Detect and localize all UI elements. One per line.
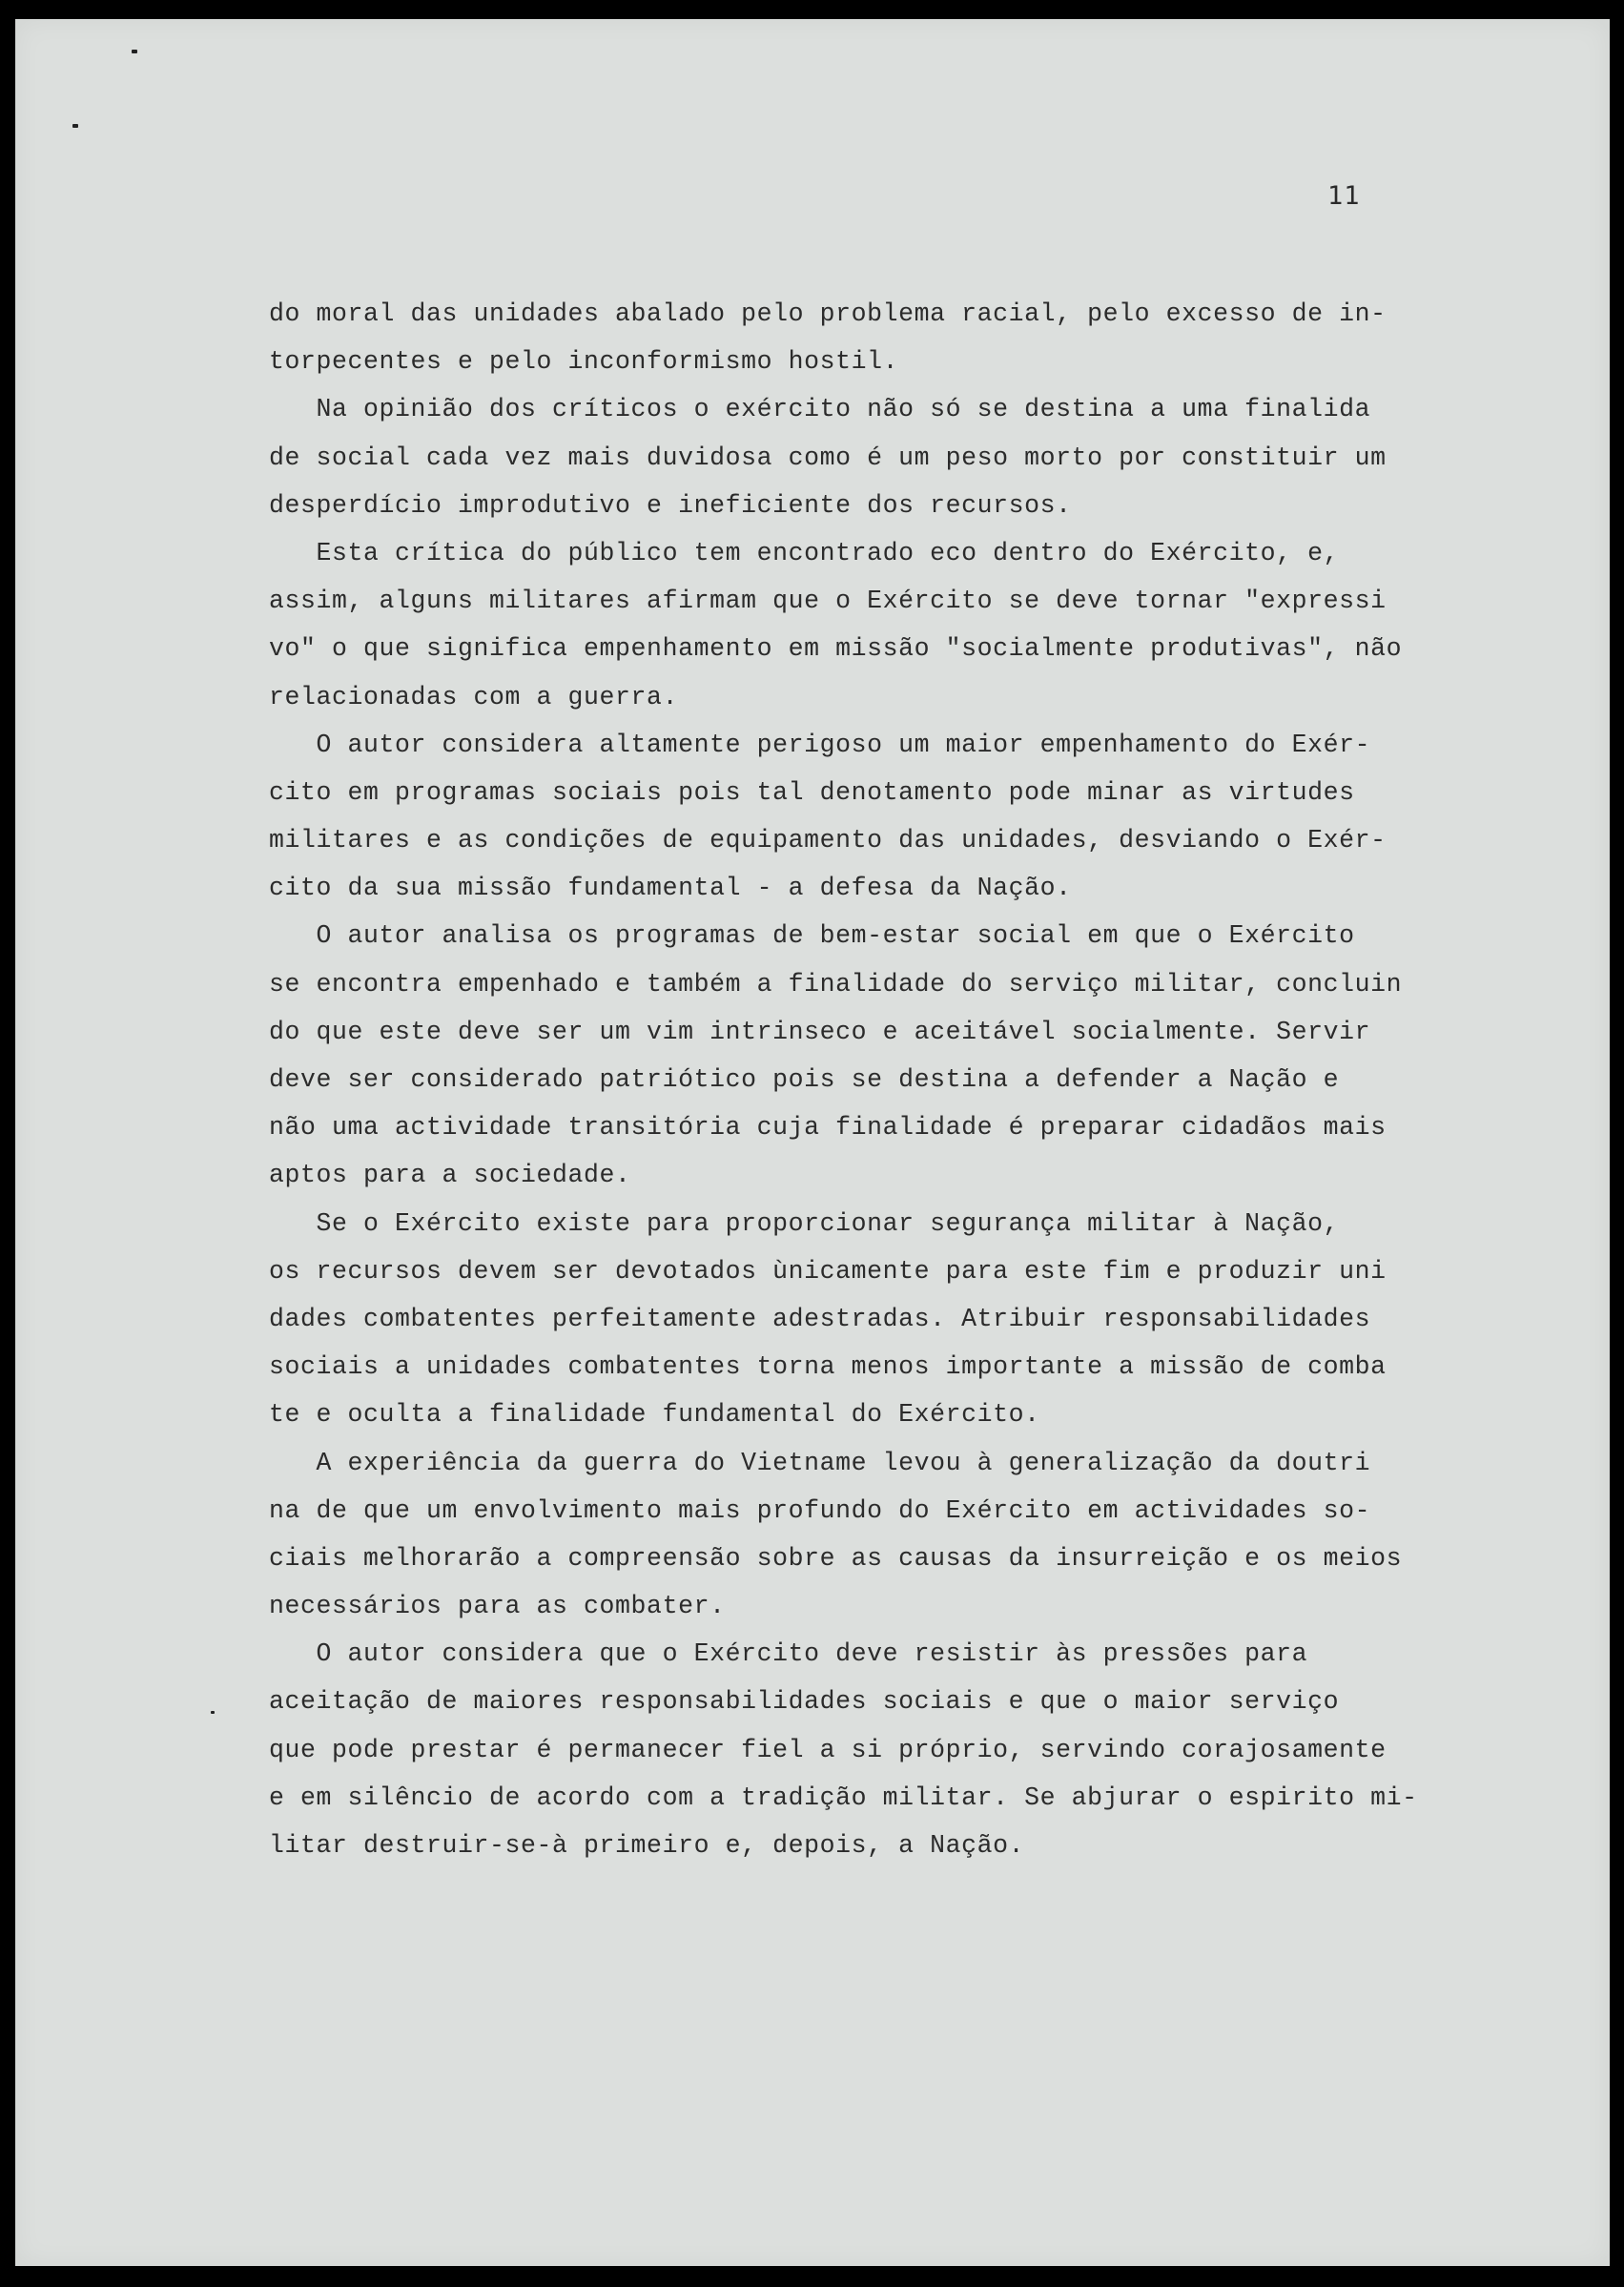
text-line: O autor considera altamente perigoso um maior empenhamento do Exér- [269,730,1371,759]
text-line: sociais a unidades combatentes torna menos importante a missão de comba [269,1352,1387,1382]
text-line: Na opinião dos críticos o exército não só se destina a uma finalida [269,395,1371,424]
text-line: militares e as condições de equipamento das unidades, desviando o Exér- [269,826,1387,855]
binding-mark-bottom [72,124,78,128]
text-line: os recursos devem ser devotados ùnicamente para este fim e produzir uni [269,1256,1387,1286]
text-line: desperdício improdutivo e ineficiente dos recursos. [269,490,1072,520]
text-line: relacionadas com a guerra. [269,682,679,711]
page-number: 11 [1327,181,1361,211]
text-line: assim, alguns militares afirmam que o Exército se deve tornar "expressi [269,587,1387,616]
text-line: e em silêncio de acordo com a tradição militar. Se abjurar o espirito mi- [269,1782,1418,1812]
text-line: O autor analisa os programas de bem-estar social em que o Exército [269,921,1355,951]
text-line: litar destruir-se-à primeiro e, depois, a Nação. [269,1831,1025,1860]
text-line: Se o Exército existe para proporcionar segurança militar à Nação, [269,1208,1340,1238]
binding-mark-top [132,50,137,53]
text-line: cito em programas sociais pois tal denotamento pode minar as virtudes [269,777,1355,807]
text-line: aptos para a sociedade. [269,1161,631,1190]
text-line: torpecentes e pelo inconformismo hostil. [269,347,899,377]
text-line: não uma actividade transitória cuja finalidade é preparar cidadãos mais [269,1113,1387,1143]
text-line: dades combatentes perfeitamente adestradas. Atribuir responsabilidades [269,1304,1371,1333]
text-line: na de que um envolvimento mais profundo do Exército em actividades so- [269,1495,1371,1525]
text-line: do que este deve ser um vim intrinseco e aceitável socialmente. Servir [269,1017,1371,1046]
text-line: A experiência da guerra do Vietname levou à generalização da doutri [269,1448,1371,1477]
text-line: cito da sua missão fundamental - a defesa da Nação. [269,874,1072,903]
text-line: ciais melhorarão a compreensão sobre as causas da insurreição e os meios [269,1543,1403,1573]
text-line: se encontra empenhado e também a finalidade do serviço militar, concluin [269,969,1403,999]
text-line: vo" o que significa empenhamento em missão "socialmente produtivas", não [269,634,1403,664]
text-line: que pode prestar é permanecer fiel a si próprio, servindo corajosamente [269,1735,1387,1764]
text-line: O autor considera que o Exército deve resistir às pressões para [269,1639,1308,1669]
text-line: necessários para as combater. [269,1592,726,1621]
text-line: de social cada vez mais duvidosa como é um peso morto por constituir um [269,443,1387,472]
margin-mark [211,1711,215,1714]
text-line: te e oculta a finalidade fundamental do Exército. [269,1400,1040,1430]
body-text [269,290,1537,1869]
text-line: Esta crítica do público tem encontrado eco dentro do Exército, e, [269,538,1340,567]
text-line: deve ser considerado patriótico pois se destina a defender a Nação e [269,1065,1340,1094]
text-line: aceitação de maiores responsabilidades sociais e que o maior serviço [269,1687,1340,1717]
document-page [15,19,1610,2266]
text-line: do moral das unidades abalado pelo problema racial, pelo excesso de in- [269,299,1387,328]
